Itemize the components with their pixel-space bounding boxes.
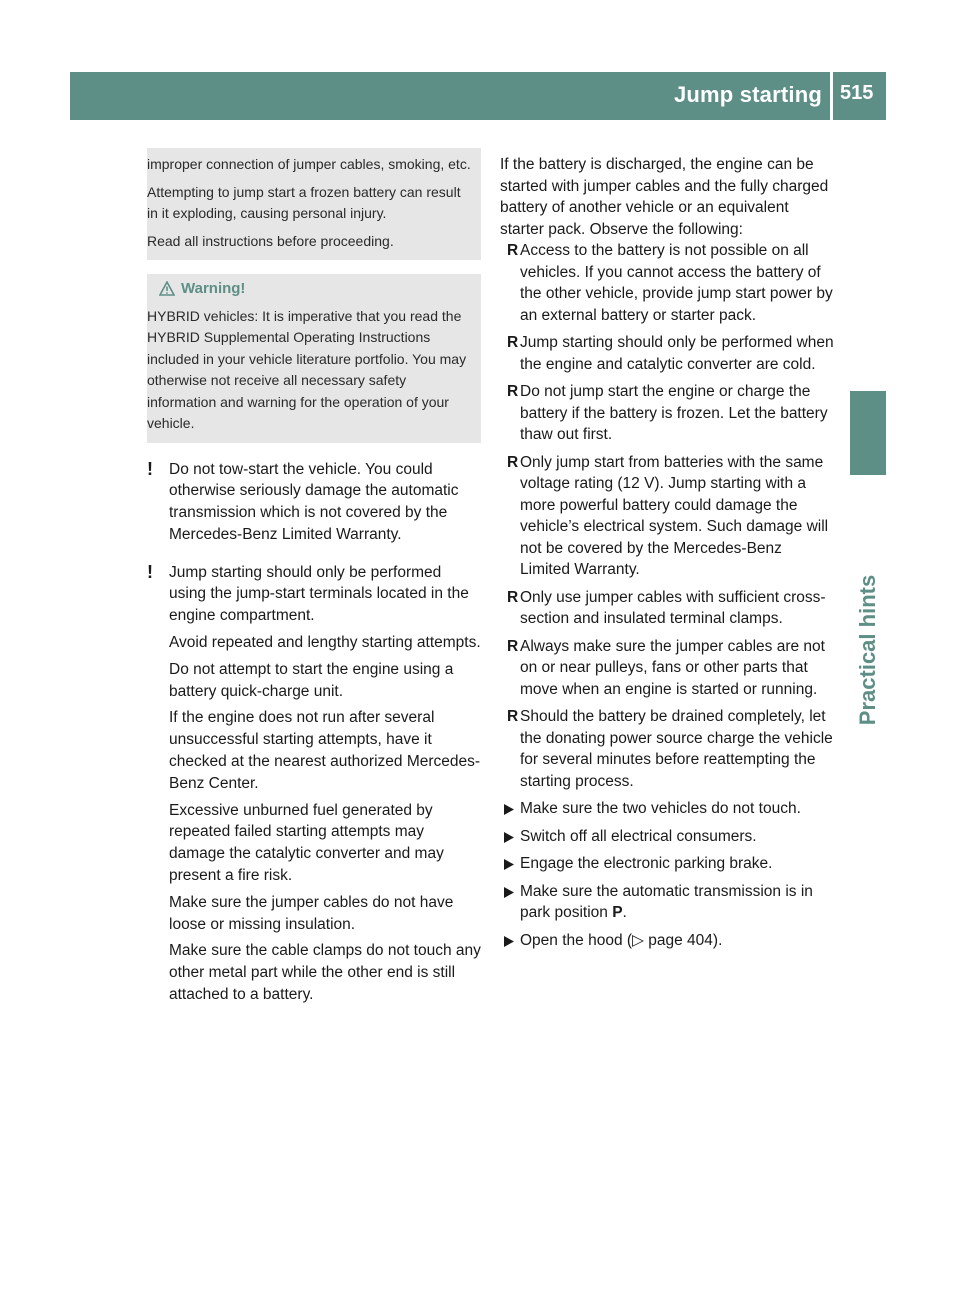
step-item: Open the hood (▷ page 404). [500, 930, 836, 952]
list-item: R Always make sure the jumper cables are not on or near pulleys, fans or other parts that move when an engine is started or running. [507, 637, 825, 698]
page-reference-link[interactable]: page 404). [643, 931, 723, 949]
note-paragraph: If the engine does not run after several unsuccessful starting attempts, have it checked at the nearest authorized Mercedes-Benz Center. [169, 709, 481, 792]
list-item: R Should the battery be drained completely, let the donating power source charge the vehicle for several minutes before reattempting the starting process. [507, 708, 833, 790]
intro-paragraph: If the battery is discharged, the engine can be started with jumper cables and the fully charged battery of another vehicle or an equivalent starter pack. Observe the following: [500, 156, 829, 238]
right-column [500, 154, 836, 957]
caution-paragraph: Attempting to jump start a frozen battery can result in it exploding, causing personal injury. [147, 183, 461, 221]
list-item: R Only use jumper cables with sufficient cross-section and insulated terminal clamps. [507, 588, 826, 627]
warning-triangle-icon [159, 281, 175, 296]
bullet-symbol: R [507, 242, 519, 259]
note-paragraph: Make sure the cable clamps do not touch any other metal part while the other end is still attached to a battery. [169, 942, 481, 1004]
step-item: Make sure the automatic transmission is in park position P. [500, 881, 836, 924]
step-item: Switch off all electrical consumers. [500, 826, 836, 848]
step-arrow-icon [504, 859, 514, 870]
bullet-symbol: R [507, 383, 519, 400]
step-arrow-icon [504, 887, 514, 898]
page-title: Jump starting [673, 82, 822, 107]
bullet-symbol: R [507, 637, 519, 655]
bullet-symbol: R [507, 334, 519, 351]
section-label: Practical hints [855, 574, 880, 726]
left-column [147, 148, 481, 1011]
note-tow-start [147, 459, 481, 546]
note-paragraph: Jump starting should only be performed using the jump-start terminals located in the engine compartment. [169, 563, 469, 625]
step-item: Engage the electronic parking brake. [500, 853, 836, 875]
warning-box [147, 274, 481, 443]
page-reference-icon: ▷ [632, 931, 644, 949]
warning-title: Warning! [181, 280, 246, 297]
caution-box [147, 148, 481, 260]
bullet-symbol: R [507, 708, 519, 725]
note-paragraph: Make sure the jumper cables do not have loose or missing insulation. [169, 893, 454, 933]
note-jump-starting [147, 562, 481, 1006]
note-paragraph: Do not tow-start the vehicle. You could otherwise seriously damage the automatic transmission which is not covered by the Mercedes-Benz Limited Warranty. [169, 460, 459, 543]
section-tab [850, 391, 886, 475]
step-item: Make sure the two vehicles do not touch. [500, 798, 836, 820]
park-position-label: P [612, 904, 623, 921]
page-number: 515 [840, 82, 874, 104]
note-paragraph: Excessive unburned fuel generated by repeated failed starting attempts may damage the catalytic converter and may present a fire risk. [169, 801, 444, 885]
step-arrow-icon [504, 804, 514, 815]
bullet-symbol: R [507, 588, 519, 606]
step-arrow-icon [504, 936, 514, 947]
caution-paragraph: Read all instructions before proceeding. [147, 232, 394, 249]
bullet-symbol: R [507, 453, 519, 471]
list-item: R Do not jump start the engine or charge the battery if the battery is frozen. Let the battery thaw out first. [507, 383, 828, 443]
note-paragraph: Avoid repeated and lengthy starting attempts. [169, 634, 481, 652]
note-symbol: ! [147, 561, 153, 582]
list-item: R Only jump start from batteries with the same voltage rating (12 V). Jump starting with a more powerful battery could damage the vehicle’s electrical system. Such damage will not be covered by the Mercedes-Benz Limited Warranty. [507, 453, 829, 578]
caution-paragraph: improper connection of jumper cables, smoking, etc. [147, 156, 471, 172]
note-paragraph: Do not attempt to start the engine using a battery quick-charge unit. [169, 660, 454, 700]
warning-text: HYBRID vehicles: It is imperative that you read the HYBRID Supplemental Operating Instructions included in your vehicle literature portfolio. You may otherwise not receive all necessary safety information and warning for the operation of your vehicle. [147, 307, 467, 431]
header-separator [830, 72, 833, 120]
list-item: R Access to the battery is not possible on all vehicles. If you cannot access the battery of the other vehicle, provide jump start power by an external battery or starter pack. [507, 242, 833, 324]
step-arrow-icon [504, 832, 514, 843]
note-symbol: ! [147, 458, 153, 479]
warning-header [159, 278, 473, 300]
list-item: R Jump starting should only be performed when the engine and catalytic converter are cold. [507, 334, 834, 373]
